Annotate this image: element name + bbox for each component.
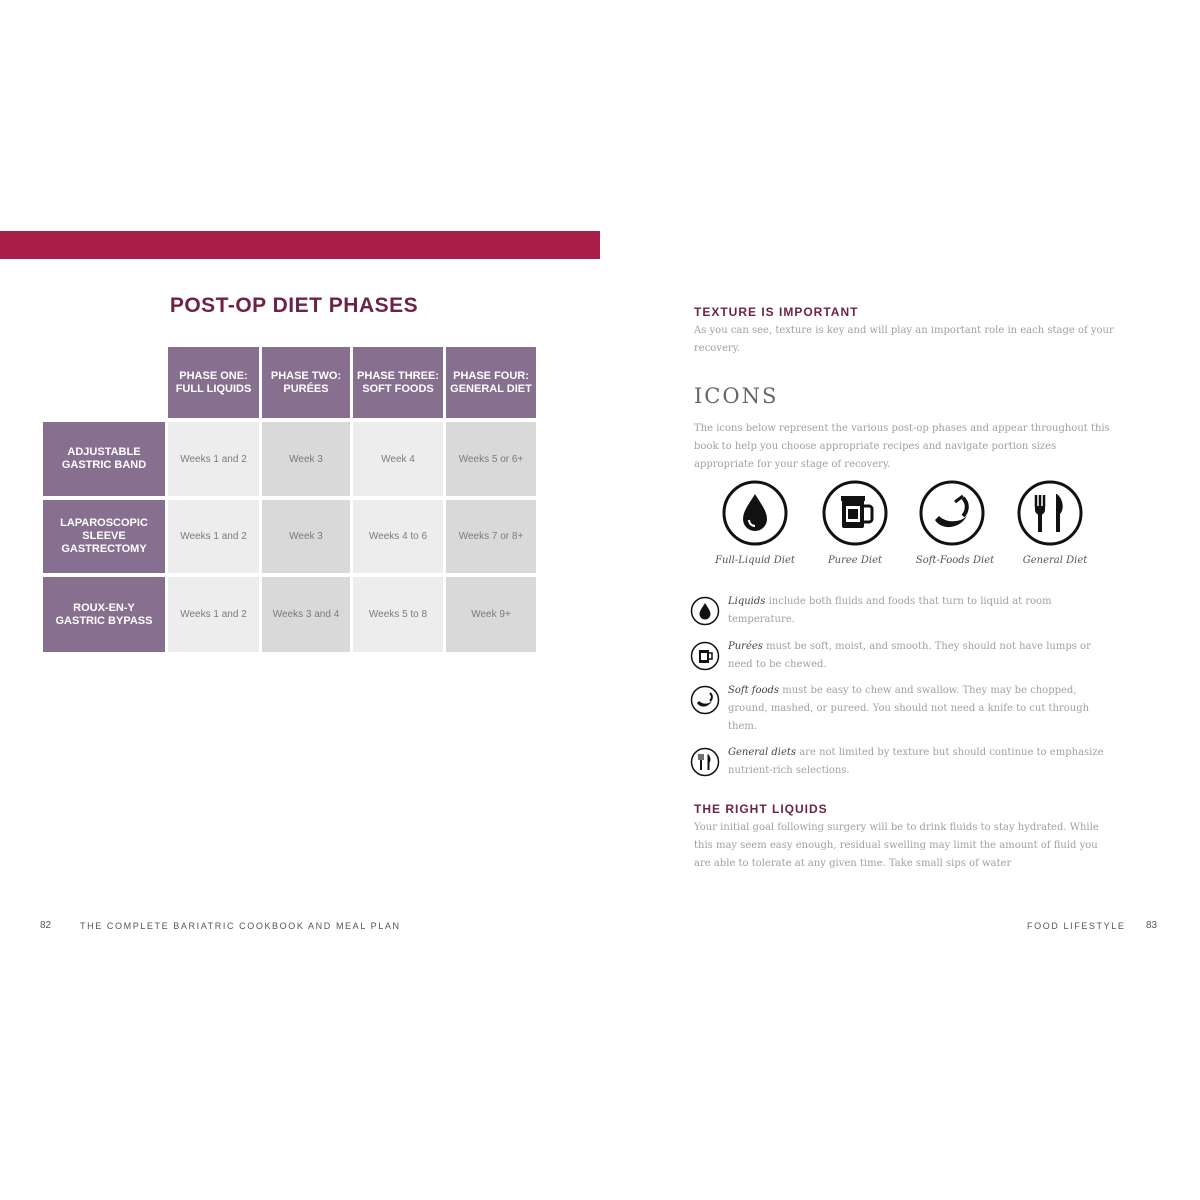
accent-band — [0, 231, 600, 259]
icon-label: General Diet — [1022, 555, 1088, 566]
list-item — [728, 593, 1112, 629]
table-cell: Weeks 7 or 8+ — [446, 500, 536, 573]
icon-label: Full-Liquid Diet — [715, 555, 795, 566]
phase-header: PHASE FOUR: GENERAL DIET — [446, 347, 536, 418]
book-title-footer: THE COMPLETE BARIATRIC COOKBOOK AND MEAL PLAN — [80, 921, 401, 931]
item-text: must be easy to chew and swallow. They may be chopped, ground, mashed, or pureed. You should not need a knife to cut through them. — [728, 685, 1090, 732]
icons-heading: ICONS — [694, 384, 779, 408]
banana-icon — [919, 480, 985, 546]
table-cell: Weeks 4 to 6 — [353, 500, 443, 573]
drop-icon — [690, 596, 720, 626]
table-cell: Week 3 — [262, 422, 350, 496]
list-item — [728, 682, 1112, 736]
icons-paragraph: The icons below represent the various post-op phases and appear throughout this book to help you choose appropriate recipes and navigate portion sizes appropriate for your stage of recovery. — [694, 423, 1110, 470]
phase-header: PHASE THREE: SOFT FOODS — [353, 347, 443, 418]
table-cell: Weeks 1 and 2 — [168, 500, 259, 573]
table-cell: Weeks 5 to 8 — [353, 577, 443, 652]
icon-label: Soft-Foods Diet — [915, 555, 995, 566]
table-cell: Weeks 3 and 4 — [262, 577, 350, 652]
item-text: include both fluids and foods that turn to liquid at room temperature. — [728, 596, 1052, 625]
page-number-right: 83 — [1146, 920, 1158, 931]
list-item — [728, 744, 1112, 780]
phase-header: PHASE TWO: PURÉES — [262, 347, 350, 418]
table-cell: Week 3 — [262, 500, 350, 573]
blender-icon — [690, 641, 720, 671]
drop-icon — [722, 480, 788, 546]
table-cell: Week 9+ — [446, 577, 536, 652]
fork-knife-icon — [1017, 480, 1083, 546]
liquids-paragraph: Your initial goal following surgery will be to drink fluids to stay hydrated. While this may seem easy enough, residual swelling may limit the amount of fluid you are able to tolerate at any given time. Take small sips of water — [694, 822, 1099, 869]
banana-icon — [690, 685, 720, 715]
blender-icon — [822, 480, 888, 546]
item-text: are not limited by texture but should continue to emphasize nutrient-rich selections. — [728, 747, 1104, 776]
section-footer: FOOD LIFESTYLE — [1027, 921, 1126, 931]
page-number-left: 82 — [40, 920, 52, 931]
list-item — [728, 638, 1112, 674]
procedure-header: LAPAROSCOPIC SLEEVE GASTRECTOMY — [43, 500, 165, 573]
item-term: General diets — [728, 747, 797, 758]
phase-header: PHASE ONE: FULL LIQUIDS — [168, 347, 259, 418]
fork-knife-icon — [690, 747, 720, 777]
item-term: Purées — [728, 641, 763, 652]
item-text: must be soft, moist, and smooth. They should not have lumps or need to be chewed. — [728, 641, 1091, 670]
table-cell: Weeks 5 or 6+ — [446, 422, 536, 496]
texture-heading: TEXTURE IS IMPORTANT — [694, 305, 859, 319]
icon-label: Puree Diet — [827, 555, 883, 566]
table-cell: Week 4 — [353, 422, 443, 496]
page-title: POST-OP DIET PHASES — [169, 294, 419, 317]
procedure-header: ADJUSTABLE GASTRIC BAND — [43, 422, 165, 496]
item-term: Liquids — [728, 596, 766, 607]
procedure-header: ROUX-EN-Y GASTRIC BYPASS — [43, 577, 165, 652]
liquids-heading: THE RIGHT LIQUIDS — [694, 802, 828, 816]
table-cell: Weeks 1 and 2 — [168, 422, 259, 496]
texture-paragraph: As you can see, texture is key and will play an important role in each stage of your recovery. — [694, 325, 1114, 354]
item-term: Soft foods — [728, 685, 780, 696]
table-cell: Weeks 1 and 2 — [168, 577, 259, 652]
